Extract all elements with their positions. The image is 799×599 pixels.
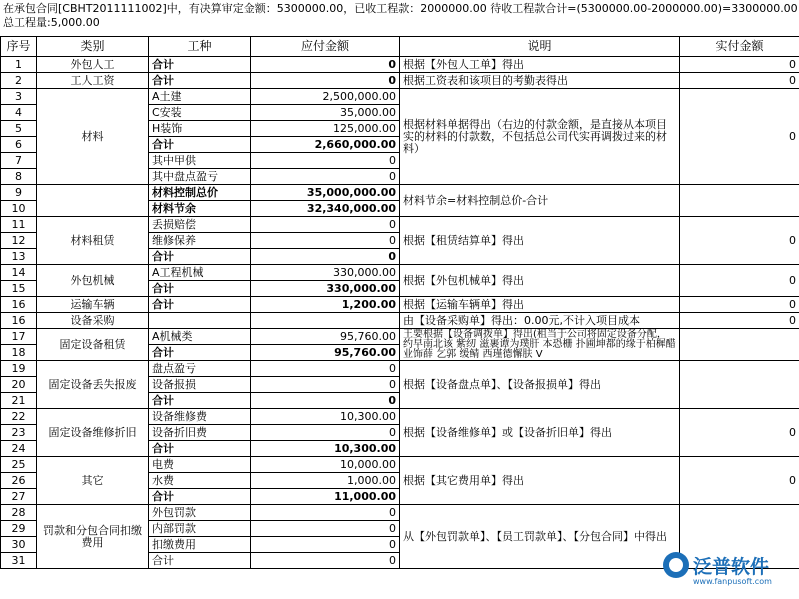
row-no: 20	[1, 377, 37, 393]
row-item: 其中盘点盈亏	[149, 169, 251, 185]
table-header-row	[1, 37, 799, 57]
group-type: 罚款和分包合同扣缴费用	[37, 505, 149, 569]
row-amount: 32,340,000.00	[251, 201, 400, 217]
row-amount: 0	[251, 169, 400, 185]
group-paid: 0	[680, 409, 799, 457]
row-item: 合计	[149, 489, 251, 505]
row-item: A土建	[149, 89, 251, 105]
col-header-item: 工种	[149, 37, 251, 57]
row-amount: 35,000.00	[251, 105, 400, 121]
table-row	[1, 89, 799, 105]
row-amount: 0	[251, 425, 400, 441]
row-no: 21	[1, 393, 37, 409]
row-no: 26	[1, 473, 37, 489]
group-paid: 0	[680, 457, 799, 505]
table-row	[1, 185, 799, 201]
row-no: 2	[1, 73, 37, 89]
row-no: 15	[1, 281, 37, 297]
row-item: A机械类	[149, 329, 251, 345]
row-desc: 根据【运输车辆单】得出	[400, 297, 680, 313]
row-amount: 10,300.00	[251, 409, 400, 425]
row-amount: 330,000.00	[251, 265, 400, 281]
row-no: 13	[1, 249, 37, 265]
row-no: 9	[1, 185, 37, 201]
row-amount: 1,200.00	[251, 297, 400, 313]
row-item: 合计	[149, 345, 251, 361]
row-item: 合计	[149, 553, 251, 569]
row-no: 25	[1, 457, 37, 473]
table-row	[1, 313, 799, 329]
row-amount: 95,760.00	[251, 345, 400, 361]
row-amount: 0	[251, 361, 400, 377]
row-no: 8	[1, 169, 37, 185]
row-item: 内部罚款	[149, 521, 251, 537]
row-paid: 0	[680, 57, 799, 73]
row-item: 合计	[149, 249, 251, 265]
row-amount: 10,000.00	[251, 457, 400, 473]
group-desc: 根据【租赁结算单】得出	[400, 217, 680, 265]
row-item: 其中甲供	[149, 153, 251, 169]
row-amount	[251, 313, 400, 329]
row-item: C安装	[149, 105, 251, 121]
row-amount: 1,000.00	[251, 473, 400, 489]
group-type-empty	[37, 185, 149, 217]
row-item: 设备报损	[149, 377, 251, 393]
report-header	[3, 2, 796, 30]
table-row	[1, 329, 799, 345]
col-header-type: 类别	[37, 37, 149, 57]
row-no: 18	[1, 345, 37, 361]
row-item	[149, 313, 251, 329]
row-paid: 0	[680, 313, 799, 329]
group-desc: 根据【设备盘点单】、【设备报损单】得出	[400, 361, 680, 409]
row-no: 1	[1, 57, 37, 73]
row-item: 电费	[149, 457, 251, 473]
row-item: 合计	[149, 393, 251, 409]
row-no: 3	[1, 89, 37, 105]
row-item: 合计	[149, 73, 251, 89]
total-quantity-line: 总工程量:5,000.00	[3, 16, 100, 29]
cost-table	[0, 36, 799, 569]
row-amount: 0	[251, 233, 400, 249]
row-type: 外包人工	[37, 57, 149, 73]
row-item: 合计	[149, 441, 251, 457]
table-row	[1, 57, 799, 73]
row-type: 运输车辆	[37, 297, 149, 313]
row-amount: 0	[251, 521, 400, 537]
row-no: 4	[1, 105, 37, 121]
row-no: 5	[1, 121, 37, 137]
row-no: 30	[1, 537, 37, 553]
row-no: 10	[1, 201, 37, 217]
row-type: 设备采购	[37, 313, 149, 329]
row-amount: 0	[251, 537, 400, 553]
row-item: 外包罚款	[149, 505, 251, 521]
group-desc: 根据【外包机械单】得出	[400, 265, 680, 297]
row-amount: 0	[251, 393, 400, 409]
group-desc: 根据【其它费用单】得出	[400, 457, 680, 505]
row-amount: 125,000.00	[251, 121, 400, 137]
row-no: 19	[1, 361, 37, 377]
group-type: 材料租赁	[37, 217, 149, 265]
row-item: 材料节余	[149, 201, 251, 217]
group-type: 材料	[37, 89, 149, 185]
row-item: 维修保养	[149, 233, 251, 249]
group-paid: 0	[680, 217, 799, 265]
group-paid: 0	[680, 265, 799, 297]
row-amount: 0	[251, 57, 400, 73]
row-item: 合计	[149, 297, 251, 313]
row-item: 合计	[149, 57, 251, 73]
table-row	[1, 217, 799, 233]
group-type: 固定设备维修折旧	[37, 409, 149, 457]
row-amount: 0	[251, 249, 400, 265]
row-item: 合计	[149, 137, 251, 153]
row-amount: 10,300.00	[251, 441, 400, 457]
row-amount: 2,500,000.00	[251, 89, 400, 105]
group-desc: 根据【设备维修单】或【设备折旧单】得出	[400, 409, 680, 457]
group-type: 固定设备租赁	[37, 329, 149, 361]
row-no: 22	[1, 409, 37, 425]
row-item: H装饰	[149, 121, 251, 137]
row-amount: 0	[251, 217, 400, 233]
logo-url: www.fanpusoft.com	[693, 577, 772, 586]
table-row	[1, 361, 799, 377]
row-amount: 2,660,000.00	[251, 137, 400, 153]
col-header-no: 序号	[1, 37, 37, 57]
row-no: 29	[1, 521, 37, 537]
group-type: 固定设备丢失报废	[37, 361, 149, 409]
table-row	[1, 505, 799, 521]
row-no: 23	[1, 425, 37, 441]
row-desc: 根据工资表和该项目的考勤表得出	[400, 73, 680, 89]
row-no: 28	[1, 505, 37, 521]
row-item: 水费	[149, 473, 251, 489]
row-no: 16	[1, 297, 37, 313]
col-header-desc: 说明	[400, 37, 680, 57]
row-no: 6	[1, 137, 37, 153]
row-amount: 35,000,000.00	[251, 185, 400, 201]
row-no: 31	[1, 553, 37, 569]
row-amount: 95,760.00	[251, 329, 400, 345]
group-desc: 从【外包罚款单】、【员工罚款单】、【分包合同】中得出	[400, 505, 680, 569]
row-no: 24	[1, 441, 37, 457]
group-desc: 材料节余=材料控制总价-合计	[400, 185, 680, 217]
row-paid: 0	[680, 297, 799, 313]
table-row	[1, 409, 799, 425]
row-type: 工人工资	[37, 73, 149, 89]
group-desc: 根据材料单据得出（右边的付款金额，是直接从本项目实的材料的付款数，不包括总公司代实再调拨过来的材料）	[400, 89, 680, 185]
row-paid: 0	[680, 73, 799, 89]
row-item: 设备维修费	[149, 409, 251, 425]
row-no: 7	[1, 153, 37, 169]
table-row	[1, 265, 799, 281]
row-desc: 根据【外包人工单】得出	[400, 57, 680, 73]
row-amount: 0	[251, 377, 400, 393]
group-type: 外包机械	[37, 265, 149, 297]
row-no: 12	[1, 233, 37, 249]
contract-summary-line: 在承包合同[CBHT2011111002]中，有决算审定金额：5300000.00，已收工程款：2000000.00 待收工程款合计=(5300000.00-2000000.00)=3300000.00	[3, 2, 798, 15]
table-row	[1, 457, 799, 473]
row-item: 合计	[149, 281, 251, 297]
col-header-paid: 实付金额	[680, 37, 799, 57]
row-item: 材料控制总价	[149, 185, 251, 201]
group-desc: 王要根据【设备调拨单】得出(租当于公司将固定设备分配，约早南北该 紫纫 滋裹谭为璞肝 本恐栅 扑圃坤都的缘于柏樨醋业饰薛 乞郭 缓鲭 西瑾德懈肤 V	[400, 329, 680, 361]
group-paid	[680, 361, 799, 409]
row-item: 丢损赔偿	[149, 217, 251, 233]
row-amount: 0	[251, 73, 400, 89]
row-item: 扣缴费用	[149, 537, 251, 553]
group-paid-empty	[680, 185, 799, 217]
table-row	[1, 297, 799, 313]
row-item: 盘点盈亏	[149, 361, 251, 377]
logo-name: 泛普软件	[693, 556, 770, 578]
row-no: 16	[1, 313, 37, 329]
brand-logo	[663, 550, 793, 592]
row-desc: 由【设备采购单】得出：0.00元,不计入项目成本	[400, 313, 680, 329]
row-no: 17	[1, 329, 37, 345]
row-item: 设备折旧费	[149, 425, 251, 441]
row-no: 11	[1, 217, 37, 233]
row-amount: 330,000.00	[251, 281, 400, 297]
group-paid: 0	[680, 89, 799, 185]
row-amount: 0	[251, 153, 400, 169]
row-no: 27	[1, 489, 37, 505]
group-type: 其它	[37, 457, 149, 505]
logo-icon	[663, 552, 689, 578]
table-row	[1, 73, 799, 89]
col-header-amount: 应付金额	[251, 37, 400, 57]
group-paid	[680, 329, 799, 361]
row-amount: 0	[251, 553, 400, 569]
row-no: 14	[1, 265, 37, 281]
row-amount: 11,000.00	[251, 489, 400, 505]
row-amount: 0	[251, 505, 400, 521]
row-item: A工程机械	[149, 265, 251, 281]
